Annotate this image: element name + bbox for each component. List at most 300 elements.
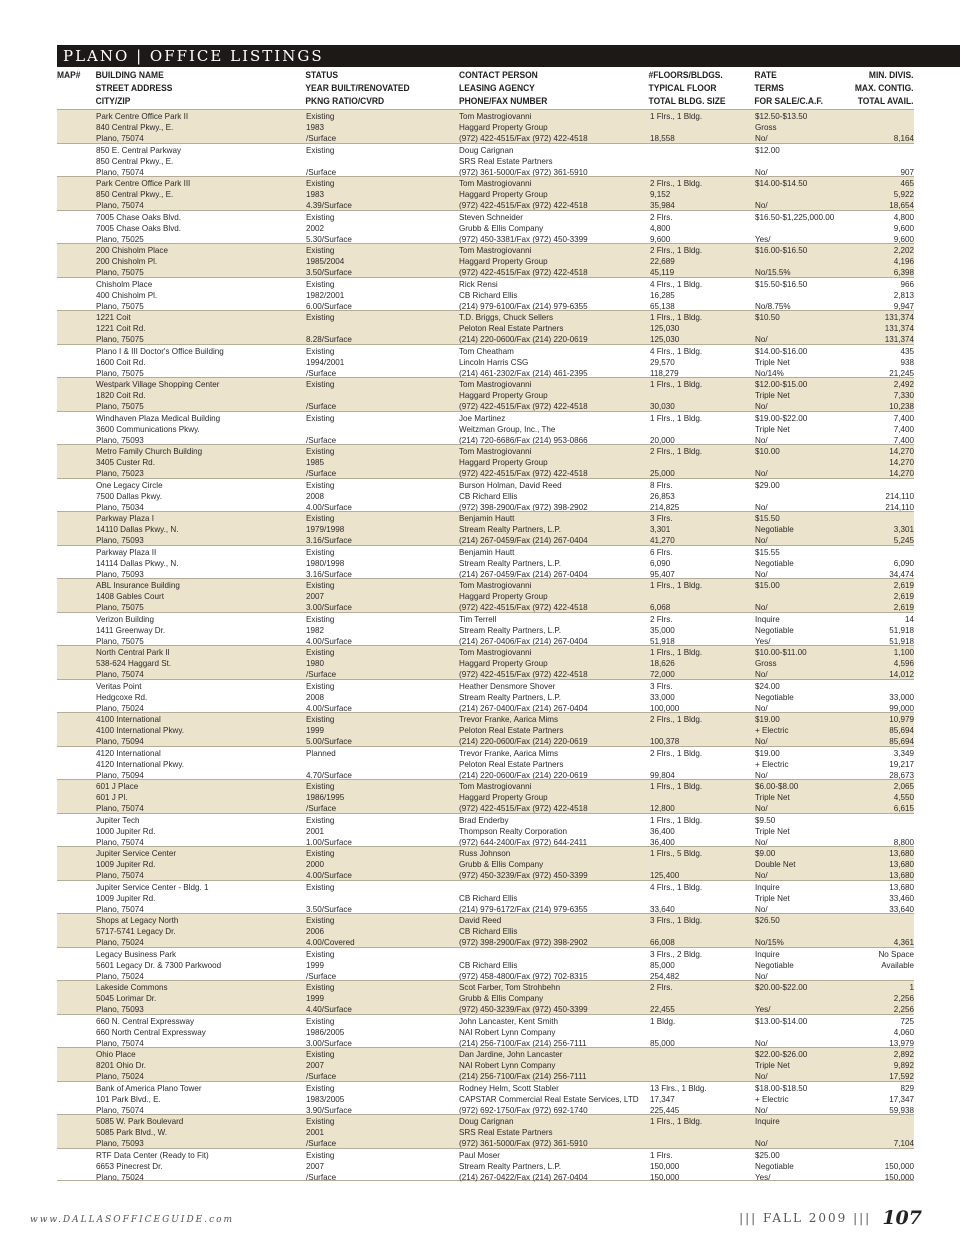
floors-cell — [650, 815, 752, 848]
building-cell — [96, 1150, 302, 1183]
contact-cell-line: David Reed — [459, 916, 502, 925]
contact-cell-line: Joe Martinez — [459, 413, 506, 423]
building-cell-line: Plano, 75074 — [96, 871, 144, 880]
rate-cell-line: No/ — [755, 1139, 768, 1148]
status-cell-line: 1983/2005 — [306, 1094, 345, 1104]
contact-cell-line: Tom Mastrogiovanni — [459, 179, 532, 188]
status-cell — [306, 312, 456, 345]
rate-cell-line: $15.50 — [755, 514, 780, 523]
building-cell-line: Plano, 75093 — [96, 1139, 144, 1148]
building-cell-line: Plano, 75074 — [96, 670, 144, 679]
floors-cell-line: 41,270 — [650, 536, 675, 545]
building-cell-line: 601 J Pl. — [96, 793, 128, 802]
rate-cell — [755, 279, 849, 312]
floors-cell-line: 118,279 — [650, 368, 679, 378]
contact-cell-line: NAI Robert Lynn Company — [459, 1061, 556, 1070]
rate-cell-line: Yes/ — [755, 636, 771, 646]
rate-cell-line: $10.00 — [755, 447, 780, 456]
contact-cell-line: (214) 267-0459/Fax (214) 267-0404 — [459, 536, 588, 545]
rate-cell-line: Yes/ — [755, 1005, 771, 1014]
status-cell-line: Existing — [306, 514, 335, 523]
contact-cell — [459, 1016, 649, 1049]
contact-cell — [459, 982, 649, 1015]
status-cell-line: 1980 — [306, 659, 325, 668]
building-cell-line: 5085 W. Park Boulevard — [96, 1117, 184, 1126]
floors-cell-line — [650, 792, 752, 803]
table-row — [57, 1047, 914, 1081]
contact-cell-line: Trevor Franke, Aarica Mims — [459, 715, 559, 724]
floors-cell-line — [650, 993, 752, 1004]
floors-cell-line: 9,600 — [650, 234, 671, 244]
floors-cell-line — [650, 759, 752, 770]
rate-cell — [755, 312, 849, 345]
status-cell — [306, 279, 456, 312]
table-row — [57, 109, 914, 143]
header-status: STATUS YEAR BUILT/RENOVATED PKNG RATIO/CVRD — [305, 70, 410, 106]
status-cell-line: 4.00/Covered — [306, 938, 355, 947]
contact-cell-line: CB Richard Ellis — [459, 960, 518, 970]
availability-cell-line: 85,694 — [889, 737, 914, 746]
building-cell-line: Plano, 75075 — [96, 335, 144, 344]
status-cell — [306, 1049, 456, 1082]
status-cell — [306, 1083, 456, 1116]
floors-cell — [650, 413, 752, 446]
availability-cell — [844, 111, 914, 144]
building-cell — [96, 681, 302, 714]
availability-cell — [844, 1016, 914, 1049]
building-cell-line: 1221 Coit Rd. — [96, 324, 146, 333]
availability-cell — [844, 379, 914, 412]
contact-cell-line: (214) 720-6686/Fax (214) 953-0866 — [459, 435, 588, 445]
status-cell-line: Existing — [306, 949, 335, 959]
building-cell — [96, 111, 302, 144]
floors-cell-line: 22,455 — [650, 1005, 675, 1014]
building-cell — [96, 245, 302, 278]
status-cell-line: 2007 — [306, 1161, 325, 1171]
building-cell-line: 1411 Greenway Dr. — [96, 625, 166, 635]
floors-cell-line: 254,482 — [650, 971, 680, 981]
availability-cell-line: 4,196 — [893, 257, 914, 266]
status-cell-line: /Surface — [306, 134, 337, 143]
status-cell-line: /Surface — [306, 469, 337, 478]
floors-cell — [650, 379, 752, 412]
availability-cell-line: 21,245 — [889, 368, 914, 378]
contact-cell-line: CB Richard Ellis — [459, 491, 518, 501]
floors-cell-line: 1 Bldg. — [650, 1016, 676, 1026]
floors-cell-line: 3 Flrs., 1 Bldg. — [650, 916, 703, 925]
building-cell-line: 101 Park Blvd., E. — [96, 1094, 161, 1104]
status-cell-line: 1986/1995 — [306, 793, 345, 802]
status-cell-line: Existing — [306, 715, 335, 724]
table-row — [57, 411, 914, 445]
status-cell-line: 2001 — [306, 826, 325, 836]
floors-cell — [650, 647, 752, 680]
status-cell-line: /Surface — [306, 971, 337, 981]
contact-cell-line: (972) 450-3239/Fax (972) 450-3399 — [459, 1005, 588, 1014]
rate-cell — [755, 480, 849, 513]
availability-cell-line: 5,245 — [893, 536, 914, 545]
building-cell-line: Plano, 75074 — [96, 167, 144, 177]
status-cell-line: 3.00/Surface — [306, 603, 352, 612]
availability-cell-line: 2,256 — [893, 994, 914, 1003]
contact-cell-line: Benjamin Hautt — [459, 547, 515, 557]
contact-cell-line: Haggard Property Group — [459, 391, 548, 400]
floors-cell-line: 214,825 — [650, 502, 680, 512]
rate-cell-line: Triple Net — [755, 357, 790, 367]
rate-cell-line: $14.00-$14.50 — [755, 179, 808, 188]
floors-cell-line: 9,152 — [650, 190, 671, 199]
status-cell — [306, 212, 456, 245]
status-cell — [306, 815, 456, 848]
availability-cell — [844, 413, 914, 446]
building-cell-line: Jupiter Service Center — [96, 849, 177, 858]
contact-cell-line: Doug Carignan — [459, 145, 514, 155]
status-cell — [306, 681, 456, 714]
floors-cell — [650, 547, 752, 580]
status-cell-line: Existing — [306, 413, 335, 423]
rate-cell-line: Inquire — [755, 1117, 780, 1126]
rate-cell — [755, 1150, 849, 1183]
status-cell-line: Existing — [306, 614, 335, 624]
availability-cell-line — [844, 681, 914, 692]
contact-cell-line: (972) 422-4515/Fax (972) 422-4518 — [459, 134, 588, 143]
availability-cell-line: 10,238 — [889, 402, 914, 411]
status-cell — [306, 245, 456, 278]
building-cell-line: 4120 International — [96, 748, 161, 758]
building-cell — [96, 848, 302, 881]
floors-cell-line: 17,347 — [650, 1094, 675, 1104]
building-cell-line: Verizon Building — [96, 614, 155, 624]
floors-cell-line: 2 Flrs., 1 Bldg. — [650, 179, 703, 188]
contact-cell-line: (972) 422-4515/Fax (972) 422-4518 — [459, 804, 588, 813]
availability-cell-line: 2,256 — [893, 1005, 914, 1014]
building-cell-line: Plano, 75074 — [96, 134, 144, 143]
floors-cell — [650, 480, 752, 513]
status-cell-line: 2006 — [306, 927, 325, 936]
status-cell — [306, 714, 456, 747]
availability-cell — [844, 781, 914, 814]
building-cell-line: Westpark Village Shopping Center — [96, 380, 220, 389]
status-cell-line: 2002 — [306, 223, 325, 233]
floors-cell-line — [650, 859, 752, 870]
availability-cell-line: 214,110 — [885, 491, 914, 501]
availability-cell-line: 6,398 — [893, 268, 914, 277]
status-cell-line: Existing — [306, 849, 335, 858]
status-cell — [306, 614, 456, 647]
building-cell-line: Plano, 75094 — [96, 737, 144, 746]
availability-cell-line: 18,654 — [889, 201, 914, 210]
availability-cell — [844, 681, 914, 714]
status-cell — [306, 178, 456, 211]
floors-cell-line: 72,000 — [650, 670, 675, 679]
status-cell-line: Existing — [306, 782, 335, 791]
floors-cell-line: 3 Flrs. — [650, 681, 673, 691]
rate-cell — [755, 379, 849, 412]
availability-cell — [844, 245, 914, 278]
availability-cell-line: 7,400 — [893, 424, 914, 434]
rate-cell-line: + Electric — [755, 759, 789, 769]
floors-cell-line: 125,400 — [650, 871, 680, 880]
table-row — [57, 1081, 914, 1115]
status-cell-line: /Surface — [306, 804, 337, 813]
contact-cell-line: Grubb & Ellis Company — [459, 223, 544, 233]
rate-cell-line: No/ — [755, 971, 768, 981]
contact-cell — [459, 781, 649, 814]
rate-cell — [755, 413, 849, 446]
floors-cell — [650, 848, 752, 881]
contact-cell-line: Thompson Realty Corporation — [459, 826, 567, 836]
floors-cell — [650, 982, 752, 1015]
building-cell — [96, 1016, 302, 1049]
contact-cell — [459, 145, 649, 178]
floors-cell-line: 6,090 — [650, 558, 671, 568]
contact-cell-line: Stream Realty Partners, L.P. — [459, 625, 561, 635]
status-cell-line: Existing — [306, 1150, 335, 1160]
contact-cell-line: Tom Mastrogiovanni — [459, 380, 532, 389]
floors-cell-line: 1 Flrs., 1 Bldg. — [650, 815, 703, 825]
building-cell-line: 5045 Lorimar Dr. — [96, 994, 157, 1003]
rate-cell-line — [755, 591, 849, 602]
status-cell-line: 2000 — [306, 860, 325, 869]
building-cell-line: 14114 Dallas Pkwy., N. — [96, 558, 179, 568]
floors-cell-line: 125,030 — [650, 324, 680, 333]
status-cell — [306, 848, 456, 881]
rate-cell-line: Negotiable — [755, 1161, 794, 1171]
building-cell-line: 1221 Coit — [96, 313, 131, 322]
table-row — [57, 813, 914, 847]
floors-cell-line: 2 Flrs., 1 Bldg. — [650, 748, 703, 758]
building-cell-line: 4100 International — [96, 715, 161, 724]
floors-cell-line: 29,570 — [650, 357, 675, 367]
floors-cell-line: 33,000 — [650, 692, 675, 702]
contact-cell-line: Haggard Property Group — [459, 257, 548, 266]
status-cell-line: Existing — [306, 346, 335, 356]
floors-cell — [650, 346, 752, 379]
contact-cell-line: Haggard Property Group — [459, 458, 548, 467]
contact-cell-line: Russ Johnson — [459, 849, 511, 858]
availability-cell-line — [844, 513, 914, 524]
contact-cell-line: (214) 256-7100/Fax (214) 256-7111 — [459, 1038, 587, 1048]
status-cell-line: 4.39/Surface — [306, 201, 352, 210]
rate-cell-line: No/ — [755, 703, 768, 713]
contact-cell-line — [459, 949, 649, 960]
rate-cell-line: $15.00 — [755, 581, 780, 590]
table-row — [57, 880, 914, 914]
rate-cell-line: No/ — [755, 167, 768, 177]
floors-cell — [650, 446, 752, 479]
building-cell-line: One Legacy Circle — [96, 480, 163, 490]
status-cell-line: /Surface — [306, 167, 337, 177]
rate-cell-line: $15.55 — [755, 547, 780, 557]
contact-cell — [459, 681, 649, 714]
rate-cell — [755, 647, 849, 680]
rate-cell-line: Inquire — [755, 882, 780, 892]
contact-cell-line: (214) 267-0422/Fax (214) 267-0404 — [459, 1172, 588, 1182]
floors-cell-line — [650, 145, 752, 156]
contact-cell-line: CB Richard Ellis — [459, 927, 518, 936]
rate-cell-line: $25.00 — [755, 1150, 780, 1160]
status-cell-line: /Surface — [306, 368, 337, 378]
floors-cell-line — [650, 926, 752, 937]
rate-cell-line: $15.50-$16.50 — [755, 279, 808, 289]
floors-cell-line: 20,000 — [650, 435, 675, 445]
availability-cell-line: 13,680 — [889, 882, 914, 892]
availability-cell-line: 2,892 — [893, 1050, 914, 1059]
floors-cell-line — [650, 156, 752, 167]
rate-cell — [755, 815, 849, 848]
rate-cell-line: No/ — [755, 1038, 768, 1048]
building-cell-line: Plano, 75024 — [96, 1172, 144, 1182]
status-cell — [306, 1016, 456, 1049]
floors-cell-line — [650, 1049, 752, 1060]
availability-cell-line: 5,922 — [893, 190, 914, 199]
availability-cell-line — [844, 826, 914, 837]
status-cell-line: Existing — [306, 1117, 335, 1126]
contact-cell-line: Tom Cheatham — [459, 346, 514, 356]
header-building: BUILDING NAME STREET ADDRESS CITY/ZIP — [95, 70, 173, 106]
rate-cell-line: Negotiable — [755, 960, 794, 970]
contact-cell-line: (214) 267-0459/Fax (214) 267-0404 — [459, 569, 588, 579]
rate-cell — [755, 111, 849, 144]
availability-cell-line: 4,550 — [893, 793, 914, 802]
floors-cell-line: 25,000 — [650, 469, 675, 478]
floors-cell-line: 4 Flrs., 1 Bldg. — [650, 279, 703, 289]
rate-cell-line: No/ — [755, 670, 768, 679]
status-cell-line: Existing — [306, 1050, 335, 1059]
availability-cell-line: 34,474 — [889, 569, 914, 579]
status-cell-line: 1983 — [306, 123, 325, 132]
status-cell-line: 1.00/Surface — [306, 837, 352, 847]
status-cell-line: Existing — [306, 279, 335, 289]
status-cell — [306, 379, 456, 412]
status-cell — [306, 1116, 456, 1149]
floors-cell — [650, 111, 752, 144]
building-cell-line: 400 Chisholm Pl. — [96, 290, 158, 300]
building-cell — [96, 279, 302, 312]
contact-cell — [459, 413, 649, 446]
floors-cell-line: 36,400 — [650, 837, 675, 847]
availability-cell-line: 3,301 — [893, 525, 914, 534]
rate-cell-line — [755, 290, 849, 301]
rate-cell-line: No/ — [755, 402, 768, 411]
availability-cell-line: 4,800 — [893, 212, 914, 222]
availability-cell-line: 13,680 — [889, 871, 914, 880]
status-cell-line — [306, 323, 456, 334]
table-row — [57, 243, 914, 277]
availability-cell — [844, 1049, 914, 1082]
status-cell-line: Existing — [306, 447, 335, 456]
table-row — [57, 176, 914, 210]
header-floors: #FLOORS/BLDGS. TYPICAL FLOOR TOTAL BLDG. SIZE — [648, 70, 726, 106]
contact-cell — [459, 1049, 649, 1082]
rate-cell-line: No/8.75% — [755, 301, 791, 311]
contact-cell — [459, 848, 649, 881]
status-cell — [306, 145, 456, 178]
building-cell-line: 8201 Ohio Dr. — [96, 1061, 146, 1070]
table-header — [57, 69, 914, 109]
contact-cell-line: (972) 422-4515/Fax (972) 422-4518 — [459, 670, 588, 679]
availability-cell-line — [844, 111, 914, 122]
availability-cell-line: 9,600 — [893, 234, 914, 244]
building-cell — [96, 714, 302, 747]
status-cell-line: /Surface — [306, 1072, 337, 1081]
availability-cell — [844, 145, 914, 178]
rate-cell-line: No/ — [755, 904, 768, 914]
rate-cell-line: $24.00 — [755, 681, 780, 691]
contact-cell — [459, 748, 649, 781]
status-cell — [306, 547, 456, 580]
status-cell-line: Existing — [306, 916, 335, 925]
building-cell-line: Plano, 75034 — [96, 502, 144, 512]
contact-cell-line: Haggard Property Group — [459, 793, 548, 802]
availability-cell-line: 1 — [909, 983, 914, 992]
floors-cell — [650, 312, 752, 345]
contact-cell-line: NAI Robert Lynn Company — [459, 1027, 556, 1037]
rate-cell-line: No/ — [755, 804, 768, 813]
rate-cell-line — [755, 156, 849, 167]
status-cell-line: 4.00/Surface — [306, 871, 352, 880]
building-cell-line: Jupiter Service Center - Bldg. 1 — [96, 882, 209, 892]
availability-cell — [844, 882, 914, 915]
contact-cell — [459, 279, 649, 312]
availability-cell-line: Available — [881, 960, 914, 970]
rate-cell-line: $16.50-$1,225,000.00 — [755, 212, 835, 222]
header-min: MIN. DIVIS. MAX. CONTIG. TOTAL AVAIL. — [854, 70, 914, 106]
floors-cell-line: 100,000 — [650, 703, 680, 713]
building-cell-line: 5717-5741 Legacy Dr. — [96, 927, 176, 936]
status-cell-line: Existing — [306, 648, 335, 657]
contact-cell-line: (214) 979-6172/Fax (214) 979-6355 — [459, 904, 588, 914]
floors-cell-line: 26,853 — [650, 491, 675, 501]
availability-cell-line: 3,349 — [893, 748, 914, 758]
contact-cell-line: (972) 450-3381/Fax (972) 450-3399 — [459, 234, 588, 244]
rate-cell-line: Yes/ — [755, 1172, 771, 1182]
availability-cell — [844, 949, 914, 982]
building-cell — [96, 614, 302, 647]
building-cell-line: 4100 International Pkwy. — [96, 726, 185, 735]
availability-cell-line: 14,270 — [889, 447, 914, 456]
floors-cell-line: 30,030 — [650, 402, 675, 411]
floors-cell-line — [650, 122, 752, 133]
status-cell — [306, 915, 456, 948]
status-cell-line — [306, 759, 456, 770]
contact-cell — [459, 111, 649, 144]
building-cell-line: 1000 Jupiter Rd. — [96, 826, 156, 836]
rate-cell-line: Negotiable — [755, 558, 794, 568]
floors-cell-line: 66,008 — [650, 938, 675, 947]
availability-cell-line: 150,000 — [884, 1172, 914, 1182]
contact-cell-line: (214) 267-0406/Fax (214) 267-0404 — [459, 636, 588, 646]
availability-cell-line — [844, 926, 914, 937]
availability-cell-line — [844, 480, 914, 491]
building-cell-line: Plano, 75093 — [96, 536, 144, 545]
availability-cell-line: 2,202 — [893, 246, 914, 255]
availability-cell — [844, 848, 914, 881]
building-cell-line: Plano, 75074 — [96, 904, 144, 914]
building-cell-line: Parkway Plaza II — [96, 547, 157, 557]
building-cell-line: Plano, 75074 — [96, 201, 144, 210]
footer-page-info — [739, 1207, 922, 1229]
contact-cell-line: Stream Realty Partners, L.P. — [459, 525, 561, 534]
contact-cell-line: SRS Real Estate Partners — [459, 156, 553, 166]
rate-cell — [755, 1083, 849, 1116]
rate-cell-line: $18.00-$18.50 — [755, 1083, 808, 1093]
availability-cell-line: 17,592 — [889, 1072, 914, 1081]
availability-cell-line: 2,813 — [893, 290, 914, 300]
availability-cell-line: 59,938 — [889, 1105, 914, 1115]
floors-cell — [650, 212, 752, 245]
contact-cell-line: (972) 422-4515/Fax (972) 422-4518 — [459, 402, 588, 411]
